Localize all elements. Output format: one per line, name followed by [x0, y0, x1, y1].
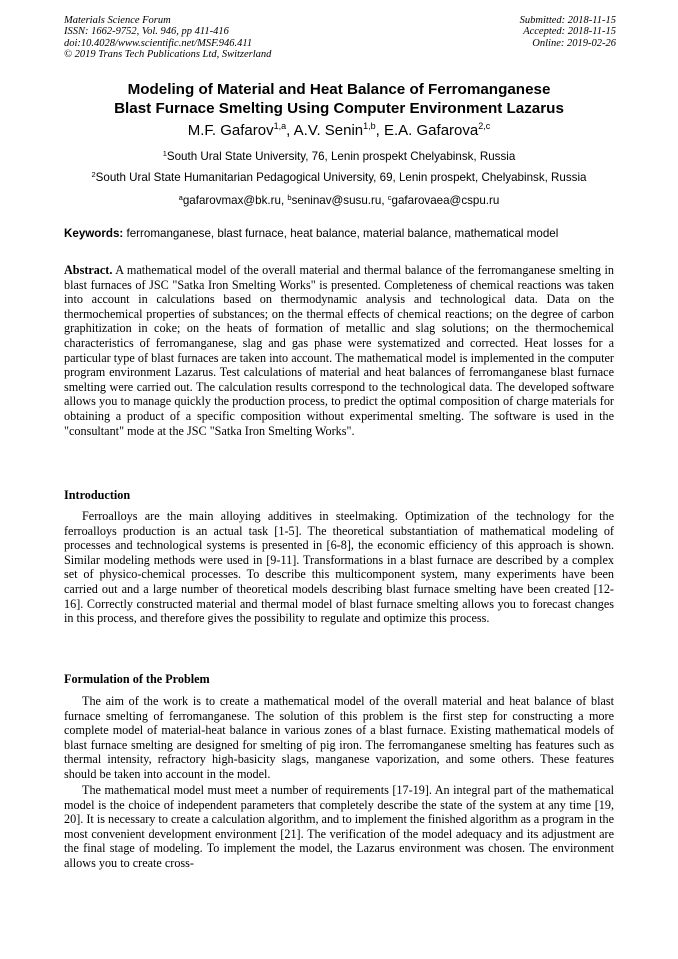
- abstract-label: Abstract.: [64, 263, 113, 277]
- email-sup: a: [178, 193, 183, 202]
- affiliation-text: South Ural State Humanitarian Pedagogical University, 69, Lenin prospekt, Chelyabinsk, Russia: [95, 171, 587, 184]
- submission-dates: [520, 15, 616, 49]
- title-line-2: Blast Furnace Smelting Using Computer Environment Lazarus: [114, 100, 564, 117]
- author-separator: ,: [286, 122, 294, 139]
- accepted-date: Accepted: 2018-11-15: [523, 26, 616, 38]
- keywords-text: ferromanganese, blast furnace, heat balance, material balance, mathematical model: [123, 227, 559, 240]
- copyright-line: © 2019 Trans Tech Publications Ltd, Switzerland: [64, 49, 272, 61]
- author-sup: 2,c: [478, 121, 491, 131]
- affiliation-sup: 1: [162, 149, 167, 158]
- abstract: [64, 263, 614, 438]
- issn-line: ISSN: 1662-9752, Vol. 946, pp 411-416: [64, 26, 229, 38]
- introduction-heading: Introduction: [64, 488, 131, 502]
- author-name: M.F. Gafarov: [187, 122, 274, 139]
- keywords-label: Keywords:: [64, 227, 124, 240]
- email-sup: b: [287, 193, 292, 202]
- abstract-text: A mathematical model of the overall material and thermal balance of the ferromanganese smelting in blast furnaces of JSC "Satka Iron Smelting Works" is presented. Completeness of chemical reactions was taken into account in calculations based on thermodynamic analysis and technological data. Data on the thermochemical properties of substances; on the thermal effects of chemical reactions; on the degree of carbon graphitization in coke; on the heats of formation of metallic and slag solutions; on the thermochemical characteristics of ferromanganese, slag and gas phase were systematized and corrected. Heat losses for a particular type of blast furnaces are taken into account. The mathematical model is implemented in the computer program environment Lazarus. Test calculations of material and heat balances of ferromanganese blast furnace smelting were carried out. The calculation results correspond to the technological data. The developed software allows you to manage quickly the production process, to predict the optimal composition of charge materials for obtaining a product of a specific composition without experimental smelting. The software is used in the "consultant" mode at the JSC "Satka Iron Smelting Works".: [64, 263, 614, 438]
- email-link[interactable]: gafarovaea@cspu.ru: [391, 194, 500, 207]
- author-list: [40, 121, 638, 141]
- journal-info: [64, 15, 271, 61]
- email-sup: c: [387, 193, 392, 202]
- paper-title: [40, 80, 638, 118]
- title-line-1: Modeling of Material and Heat Balance of Ferromanganese: [127, 81, 551, 98]
- affiliation-text: South Ural State University, 76, Lenin prospekt Chelyabinsk, Russia: [166, 150, 516, 163]
- affiliation-sup: 2: [91, 170, 96, 179]
- email-link[interactable]: seninav@susu.ru: [291, 194, 382, 207]
- affiliation-2: [40, 171, 638, 185]
- formulation-paragraph-2: The mathematical model must meet a number of requirements [17-19]. An integral part of the mathematical model is the choice of independent parameters that completely describe the state of the system at any time [19, 20]. It is necessary to create a calculation algorithm, and to implement the finished algorithm as a program in the most convenient development environment [21]. The verification of the model adequacy and its adjustment are the final stage of modeling. To implement the model, the Lazarus environment was chosen. The environment allows you to create cross-: [64, 783, 614, 870]
- submitted-date: Submitted: 2018-11-15: [519, 15, 616, 26]
- email-separator: ,: [381, 194, 388, 207]
- author-sup: 1,b: [363, 121, 376, 131]
- email-link[interactable]: gafarovmax@bk.ru: [182, 194, 281, 207]
- author-name: A.V. Senin: [293, 122, 364, 139]
- affiliation-1: [40, 150, 638, 164]
- introduction-paragraph: Ferroalloys are the main alloying additives in steelmaking. Optimization of the technology for the ferroalloys production is an actual task [1-5]. The theoretical substantiation of mathematical modeling of processes and technological systems is presented in [6-8], the economic efficiency of this approach is shown. Similar modeling methods were used in [9-11]. Transformations in a blast furnace are described by a complex set of physico-chemical processes. To describe this multicomponent system, many experiments have been carried out and a large number of theoretical models describing blast furnace smelting have been created [12-16]. Correctly constructed material and thermal model of blast furnace smelting allows you to forecast changes in this process, and therefore gives the possibility to regulate and optimize this process.: [64, 509, 614, 626]
- formulation-heading: Formulation of the Problem: [64, 672, 210, 686]
- journal-name: Materials Science Forum: [64, 15, 171, 26]
- author-sup: 1,a: [273, 121, 287, 131]
- keywords: [64, 227, 616, 241]
- email-list: [40, 194, 638, 208]
- author-separator: ,: [375, 122, 384, 139]
- online-date: Online: 2019-02-26: [532, 37, 616, 49]
- formulation-paragraph-1: The aim of the work is to create a mathematical model of the overall material and heat balance of blast furnace smelting of ferromanganese. The solution of this problem is the first step for constructing a more complete model of material-heat balance in various zones of a blast furnace. Existing mathematical models of blast furnace smelting are designed for smelting of pig iron. The ferromanganese smelting has features such as thermal intensity, refractory high-basicity slags, manganese vaporization, and some others. These features should be taken into account in the model.: [64, 694, 614, 781]
- doi-line: doi:10.4028/www.scientific.net/MSF.946.411: [64, 37, 253, 49]
- author-name: E.A. Gafarova: [384, 122, 479, 139]
- email-separator: ,: [280, 194, 288, 207]
